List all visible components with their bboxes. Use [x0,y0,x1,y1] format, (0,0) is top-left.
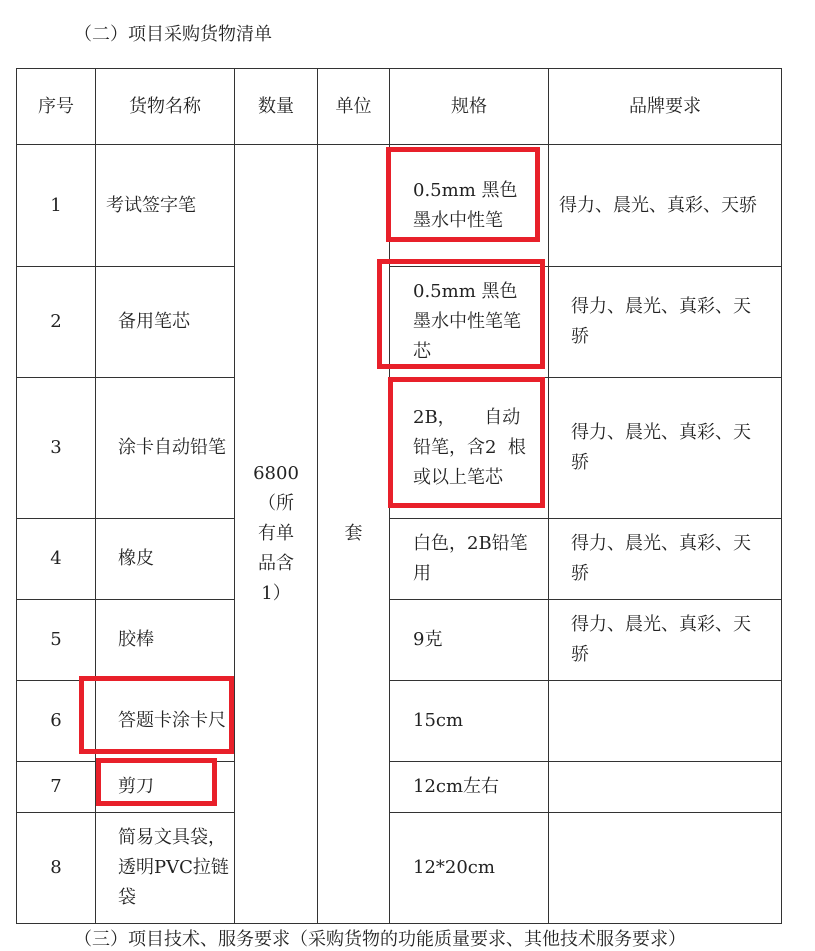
procurement-table [16,68,782,924]
header-cell-no: 序号 [17,69,96,145]
row-no: 7 [17,762,96,813]
row-brand: 得力、晨光、真彩、天骄 [549,145,782,267]
section-title: （二）项目采购货物清单 [74,24,272,45]
table-row [17,145,782,267]
row-no: 3 [17,378,96,519]
row-brand: 得力、晨光、真彩、天骄 [549,519,782,600]
row-spec: 15cm [390,681,549,762]
row-brand [549,681,782,762]
header-cell-brand: 品牌要求 [549,69,782,145]
row-spec: 2B， 自动铅笔，含2 根或以上笔芯 [390,378,549,519]
unit-cell: 套 [318,145,390,924]
header-cell-name: 货物名称 [96,69,235,145]
row-name: 简易文具袋，透明PVC拉链袋 [96,813,235,924]
row-no: 6 [17,681,96,762]
row-name: 备用笔芯 [96,267,235,378]
header-cell-unit: 单位 [318,69,390,145]
row-spec: 0.5mm 黑色墨水中性笔 [390,145,549,267]
table-header-row [17,69,782,145]
table-row [17,813,782,924]
row-no: 2 [17,267,96,378]
row-brand: 得力、晨光、真彩、天骄 [549,267,782,378]
row-brand: 得力、晨光、真彩、天骄 [549,600,782,681]
row-spec: 白色，2B铅笔用 [390,519,549,600]
row-name: 剪刀 [96,762,235,813]
row-spec: 12cm左右 [390,762,549,813]
row-no: 4 [17,519,96,600]
header-cell-spec: 规格 [390,69,549,145]
quantity-cell: 6800 （所 有单 品含 1） [235,145,318,924]
table-row [17,267,782,378]
table-row [17,762,782,813]
row-name: 胶棒 [96,600,235,681]
row-no: 8 [17,813,96,924]
row-name: 答题卡涂卡尺 [96,681,235,762]
table-row [17,378,782,519]
row-brand [549,813,782,924]
row-no: 1 [17,145,96,267]
row-brand: 得力、晨光、真彩、天骄 [549,378,782,519]
row-spec: 12*20cm [390,813,549,924]
table-row [17,600,782,681]
row-spec: 9克 [390,600,549,681]
row-name: 橡皮 [96,519,235,600]
row-name: 考试签字笔 [96,145,235,267]
table-row [17,681,782,762]
row-name: 涂卡自动铅笔 [96,378,235,519]
header-cell-quantity: 数量 [235,69,318,145]
row-brand [549,762,782,813]
row-spec: 0.5mm 黑色墨水中性笔笔芯 [390,267,549,378]
bottom-section-text: （三）项目技术、服务要求（采购货物的功能质量要求、其他技术服务要求） [74,929,686,950]
table-row [17,519,782,600]
row-no: 5 [17,600,96,681]
